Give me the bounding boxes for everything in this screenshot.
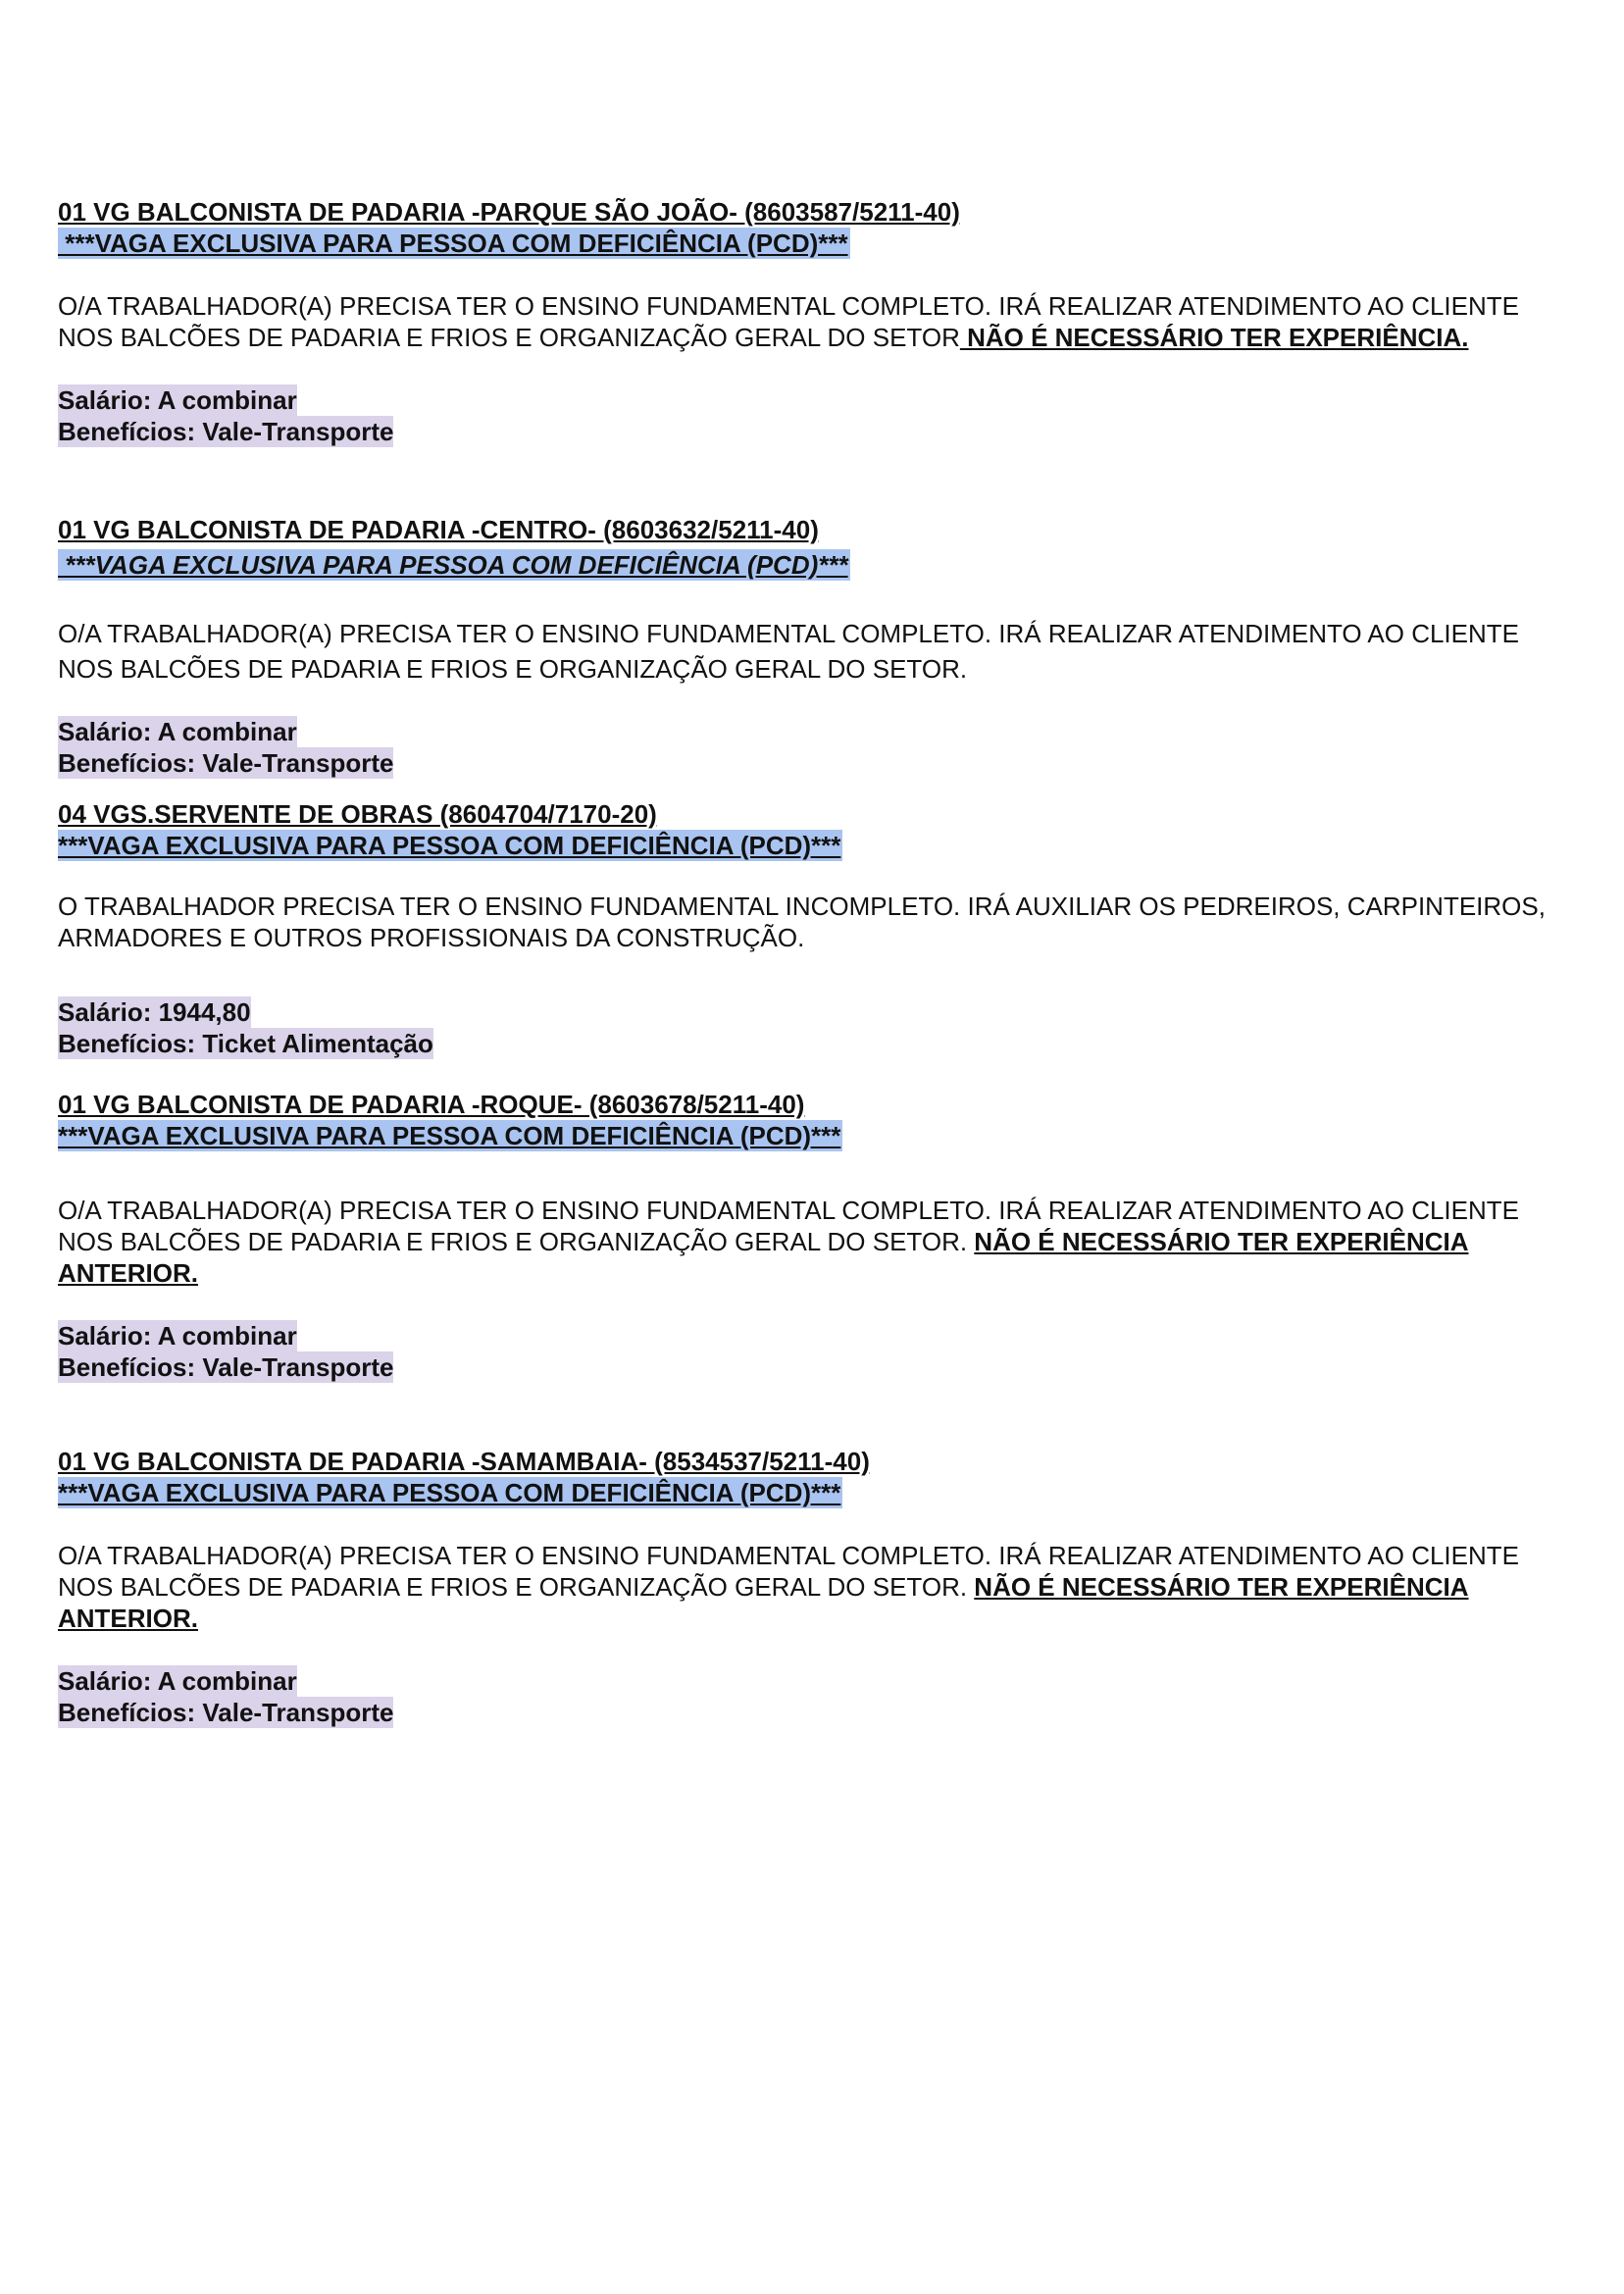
job-description-emphasis: NÃO É NECESSÁRIO TER EXPERIÊNCIA ANTERIOR. — [58, 1227, 1469, 1288]
salary-label: Salário: A combinar — [58, 717, 297, 746]
job-posting — [58, 514, 1568, 779]
job-posting — [58, 196, 1568, 447]
job-description-text: O TRABALHADOR PRECISA TER O ENSINO FUNDAMENTAL INCOMPLETO. IRÁ AUXILIAR OS PEDREIROS, CARPINTEIROS, ARMADORES E OUTROS PROFISSIONAIS DA CONSTRUÇÃO. — [58, 892, 1546, 952]
job-description — [58, 290, 1568, 353]
job-title: 01 VG BALCONISTA DE PADARIA -CENTRO- (8603632/5211-40) — [58, 515, 819, 544]
job-description — [58, 1540, 1568, 1634]
job-description — [58, 1195, 1568, 1289]
salary-label: Salário: 1944,80 — [58, 997, 251, 1027]
salary-label: Salário: A combinar — [58, 385, 297, 415]
job-title: 04 VGS.SERVENTE DE OBRAS (8604704/7170-20) — [58, 799, 657, 829]
job-title: 01 VG BALCONISTA DE PADARIA -SAMAMBAIA- (8534537/5211-40) — [58, 1447, 870, 1476]
job-description — [58, 891, 1568, 953]
salary-label: Salário: A combinar — [58, 1321, 297, 1351]
job-description-text: O/A TRABALHADOR(A) PRECISA TER O ENSINO FUNDAMENTAL COMPLETO. IRÁ REALIZAR ATENDIMENTO AO CLIENTE NOS BALCÕES DE PADARIA E FRIOS E ORGANIZAÇÃO GERAL DO SETOR. — [58, 619, 1519, 684]
benefits-label: Benefícios: Ticket Alimentação — [58, 1029, 433, 1058]
job-posting — [58, 1446, 1568, 1728]
pcd-notice: ***VAGA EXCLUSIVA PARA PESSOA COM DEFICIÊNCIA (PCD)*** — [58, 831, 841, 860]
job-description-text: O/A TRABALHADOR(A) PRECISA TER O ENSINO FUNDAMENTAL COMPLETO. IRÁ REALIZAR ATENDIMENTO AO CLIENTE NOS BALCÕES DE PADARIA E FRIOS E ORGANIZAÇÃO GERAL DO SETOR — [58, 291, 1519, 352]
job-description-emphasis: NÃO É NECESSÁRIO TER EXPERIÊNCIA. — [959, 323, 1469, 352]
job-description-emphasis: NÃO É NECESSÁRIO TER EXPERIÊNCIA ANTERIOR. — [58, 1572, 1469, 1633]
job-listings — [58, 196, 1568, 1728]
benefits-label: Benefícios: Vale-Transporte — [58, 417, 394, 446]
pcd-notice: ***VAGA EXCLUSIVA PARA PESSOA COM DEFICIÊNCIA (PCD)*** — [58, 1478, 841, 1507]
benefits-label: Benefícios: Vale-Transporte — [58, 1352, 394, 1382]
job-title: 01 VG BALCONISTA DE PADARIA -ROQUE- (8603678/5211-40) — [58, 1090, 805, 1119]
pcd-notice: ***VAGA EXCLUSIVA PARA PESSOA COM DEFICIÊNCIA (PCD)*** — [58, 229, 848, 258]
pcd-notice: ***VAGA EXCLUSIVA PARA PESSOA COM DEFICIÊNCIA (PCD)*** — [58, 550, 848, 580]
job-description — [58, 616, 1568, 687]
pcd-notice: ***VAGA EXCLUSIVA PARA PESSOA COM DEFICIÊNCIA (PCD)*** — [58, 1121, 841, 1150]
job-description-text: O/A TRABALHADOR(A) PRECISA TER O ENSINO FUNDAMENTAL COMPLETO. IRÁ REALIZAR ATENDIMENTO AO CLIENTE NOS BALCÕES DE PADARIA E FRIOS E ORGANIZAÇÃO GERAL DO SETOR. — [58, 1196, 1519, 1256]
job-title: 01 VG BALCONISTA DE PADARIA -PARQUE SÃO JOÃO- (8603587/5211-40) — [58, 197, 960, 227]
job-description-text: O/A TRABALHADOR(A) PRECISA TER O ENSINO FUNDAMENTAL COMPLETO. IRÁ REALIZAR ATENDIMENTO AO CLIENTE NOS BALCÕES DE PADARIA E FRIOS E ORGANIZAÇÃO GERAL DO SETOR. — [58, 1541, 1519, 1602]
job-posting — [58, 1089, 1568, 1383]
salary-label: Salário: A combinar — [58, 1666, 297, 1696]
job-posting — [58, 798, 1568, 1059]
benefits-label: Benefícios: Vale-Transporte — [58, 748, 394, 778]
benefits-label: Benefícios: Vale-Transporte — [58, 1698, 394, 1727]
